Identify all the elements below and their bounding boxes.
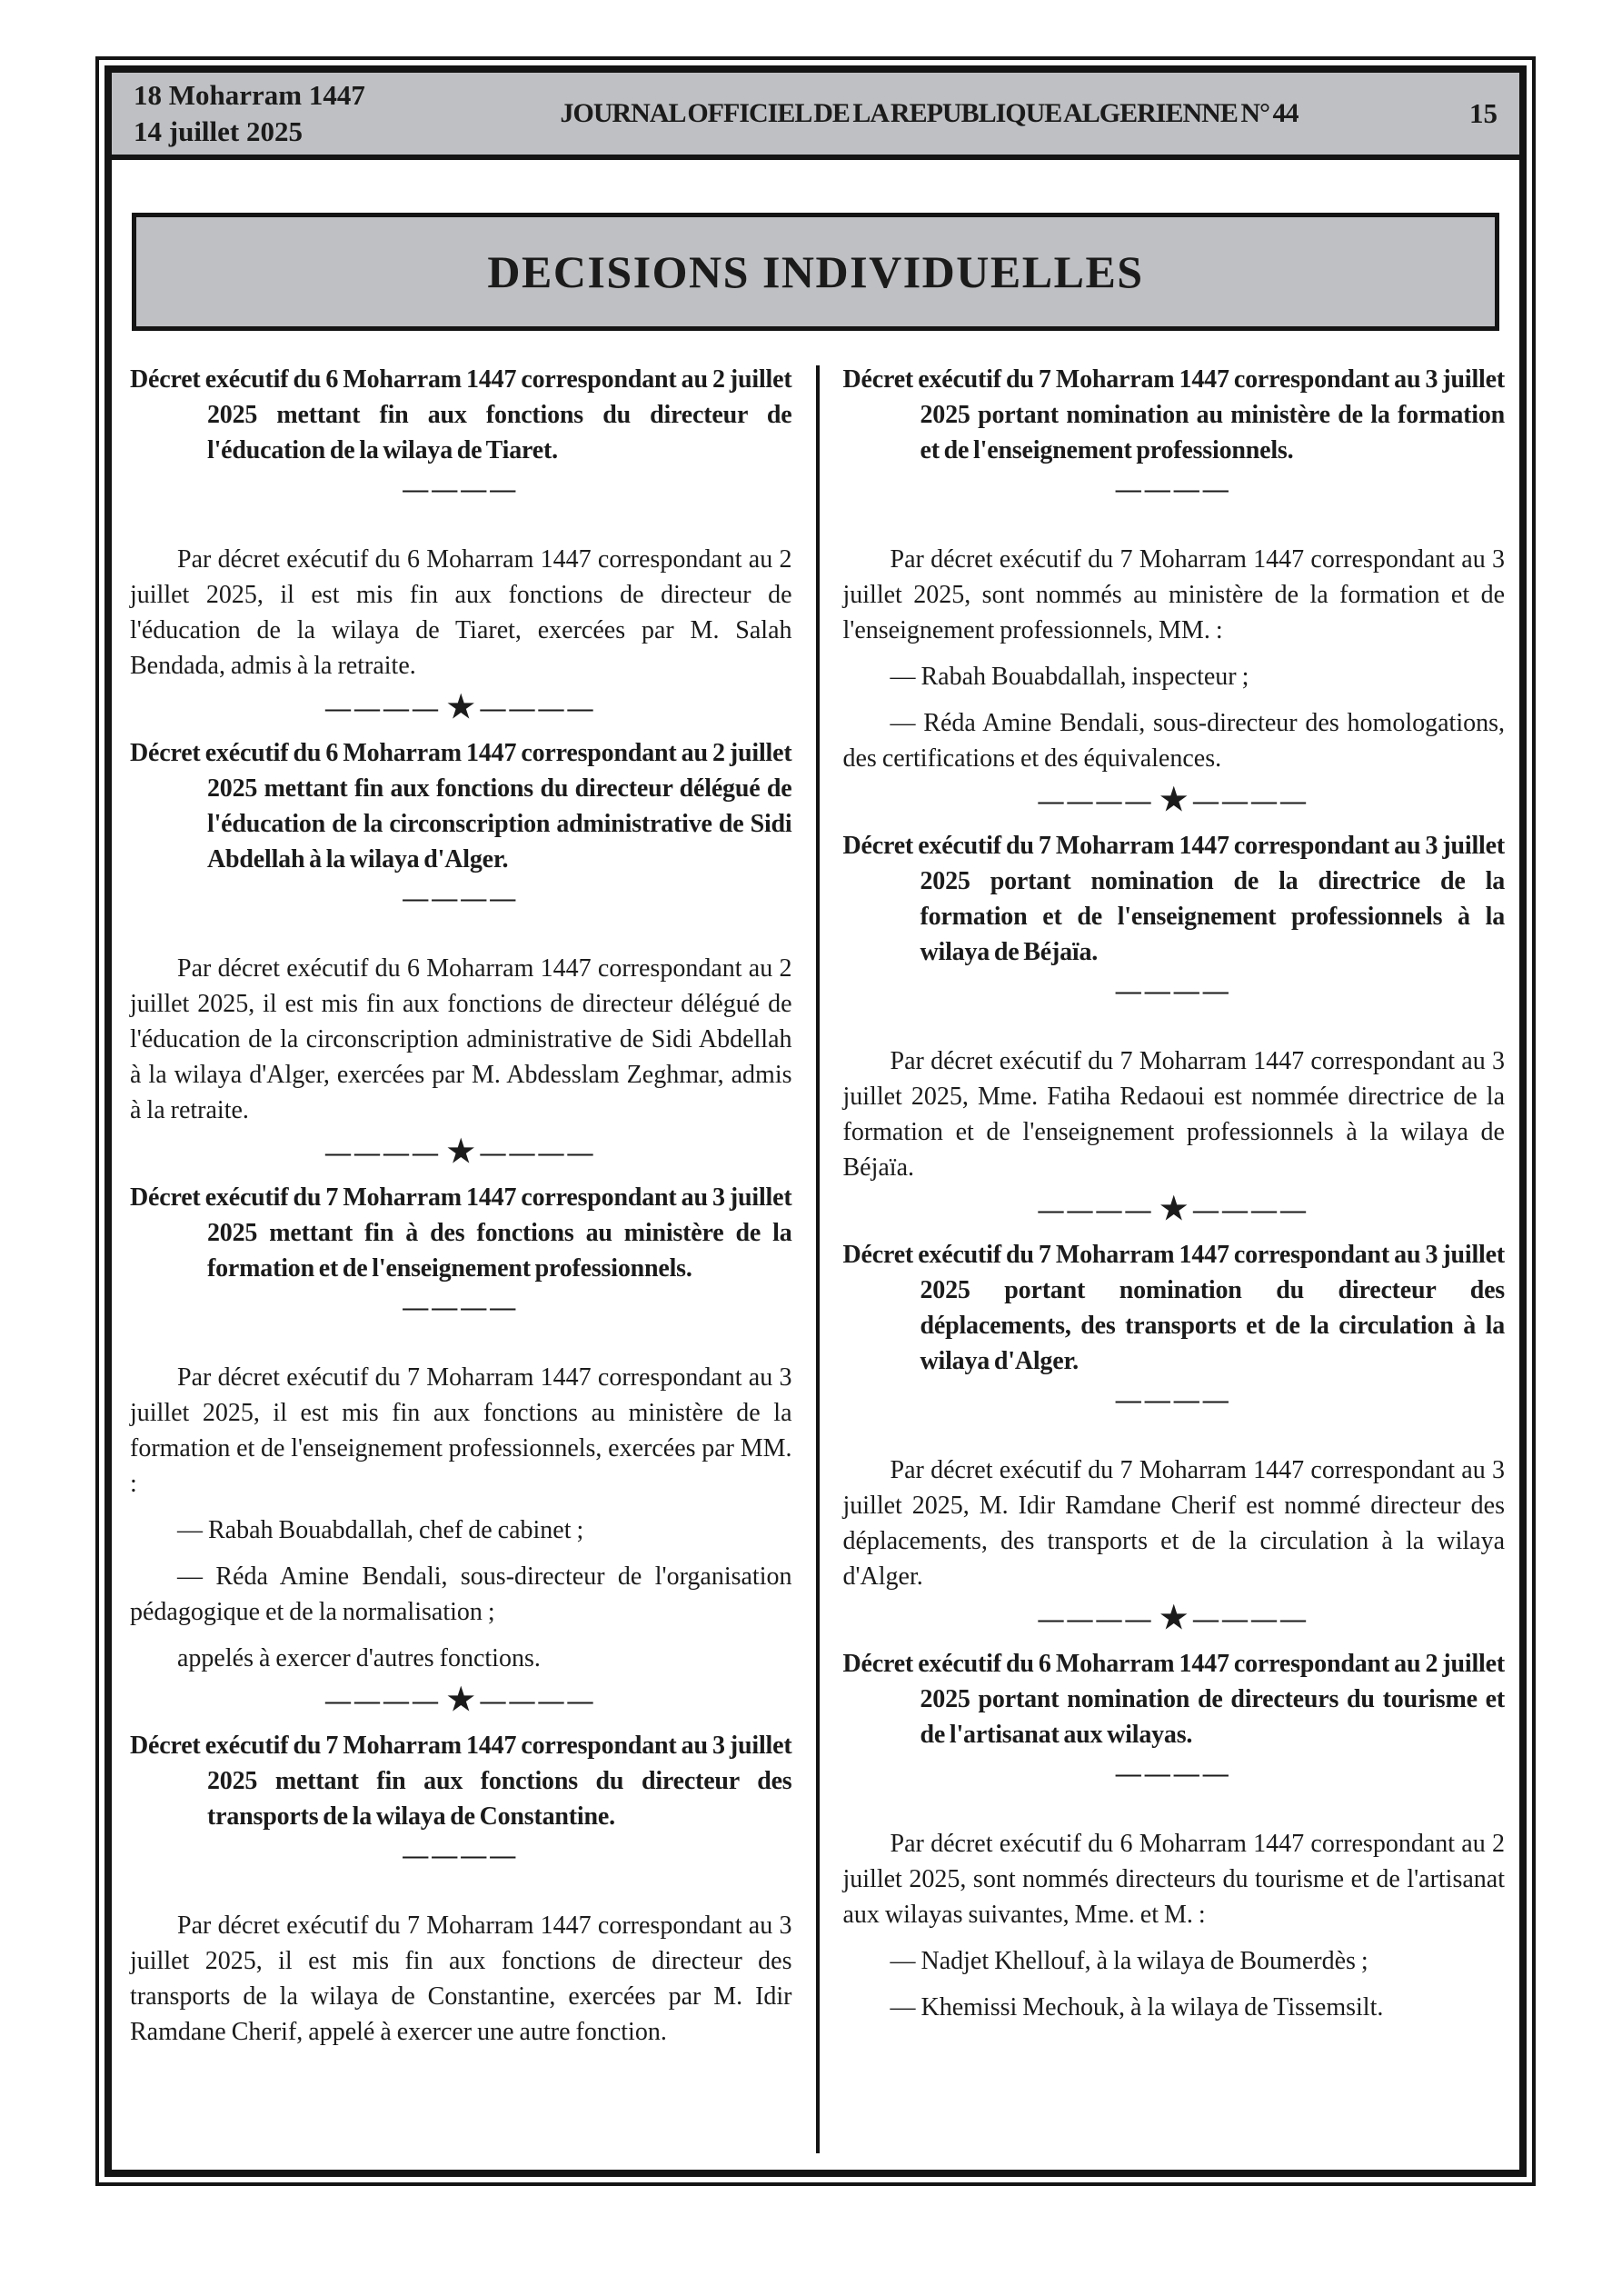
- decree-paragraph: Par décret exécutif du 6 Moharram 1447 correspondant au 2 juillet 2025, sont nommés directeurs du tourisme et de l'artisanat aux wilayas suivantes, Mme. et M. :: [842, 1830, 1505, 1929]
- left-column: [130, 362, 792, 2153]
- dash-left: ————: [1038, 1196, 1155, 1224]
- dash-left: ————: [1038, 787, 1155, 815]
- decree-paragraph: — Réda Amine Bendali, sous-directeur des homologations, des certifications et des équivalences.: [842, 709, 1505, 773]
- decree-paragraph: Par décret exécutif du 7 Moharram 1447 correspondant au 3 juillet 2025, sont nommés au ministère de la formation et de l'enseignement professionnels, MM. :: [842, 545, 1505, 644]
- section-banner: [132, 213, 1499, 331]
- decree-paragraph: Par décret exécutif du 7 Moharram 1447 correspondant au 3 juillet 2025, il est mis fin aux fonctions de directeur des transports de la wilaya de Constantine, exercées par M. Idir Ramdane Cherif, appelé à exercer une autre fonction.: [130, 1912, 792, 2046]
- dash-separator: ————: [403, 1293, 520, 1322]
- decree-paragraph: — Rabah Bouabdallah, chef de cabinet ;: [177, 1516, 584, 1544]
- star-separator: [843, 1602, 1506, 1637]
- dash-left: ————: [325, 694, 442, 723]
- journal-header: [112, 73, 1519, 160]
- dash-separator: ————: [403, 1842, 520, 1870]
- star-separator: [130, 1683, 792, 1719]
- decree-paragraph: appelés à exercer d'autres fonctions.: [177, 1644, 541, 1672]
- star-icon: ★: [1159, 1602, 1188, 1635]
- dash-right: ————: [480, 1687, 597, 1715]
- star-icon: ★: [1159, 784, 1188, 817]
- decree-paragraph: — Nadjet Khellouf, à la wilaya de Boumerdès ;: [890, 1947, 1368, 1975]
- star-icon: ★: [447, 1135, 475, 1169]
- decree-title: Décret exécutif du 7 Moharram 1447 correspondant au 3 juillet 2025 mettant fin à des fonctions au ministère de la formation et de l'enseignement professionnels.: [130, 1183, 792, 1283]
- dash-separator: ————: [1115, 475, 1232, 504]
- star-icon: ★: [447, 1683, 475, 1717]
- dash-right: ————: [480, 694, 597, 723]
- decree-title: Décret exécutif du 7 Moharram 1447 correspondant au 3 juillet 2025 mettant fin aux fonctions du directeur des transports de la wilaya de Constantine.: [130, 1732, 792, 1831]
- decree-paragraph: Par décret exécutif du 7 Moharram 1447 correspondant au 3 juillet 2025, M. Idir Ramdane Cherif est nommé directeur des déplacements, des transports et de la circulation à la wilaya d'Alger.: [842, 1456, 1505, 1591]
- dash-separator: ————: [403, 884, 520, 913]
- dash-right: ————: [1192, 1196, 1309, 1224]
- dash-separator: ————: [403, 475, 520, 504]
- right-column: [843, 362, 1506, 2153]
- gregorian-date: 14 juillet 2025: [134, 115, 303, 147]
- decree-title: Décret exécutif du 6 Moharram 1447 correspondant au 2 juillet 2025 portant nomination de directeurs du tourisme et de l'artisanat aux wilayas.: [842, 1650, 1505, 1749]
- dash-right: ————: [1192, 787, 1309, 815]
- decree-paragraph: Par décret exécutif du 7 Moharram 1447 correspondant au 3 juillet 2025, il est mis fin aux fonctions au ministère de la formation et de l'enseignement professionnels, exercées par MM. :: [130, 1363, 792, 1498]
- decree-paragraph: Par décret exécutif du 6 Moharram 1447 correspondant au 2 juillet 2025, il est mis fin aux fonctions de directeur délégué de l'éducation de la circonscription administrative de Sidi Abdellah à la wilaya d'Alger, exercées par M. Abdesslam Zeghmar, admis à la retraite.: [130, 954, 792, 1124]
- dash-right: ————: [480, 1139, 597, 1167]
- decree-title: Décret exécutif du 7 Moharram 1447 correspondant au 3 juillet 2025 portant nomination au ministère de la formation et de l'enseignement professionnels.: [842, 365, 1505, 464]
- dash-left: ————: [325, 1139, 442, 1167]
- page-frame-inner: [104, 65, 1527, 2177]
- content-columns: [130, 362, 1505, 2170]
- star-separator: [130, 1135, 792, 1171]
- star-separator: [130, 691, 792, 726]
- decree-title: Décret exécutif du 6 Moharram 1447 correspondant au 2 juillet 2025 mettant fin aux fonctions du directeur de l'éducation de la wilaya de Tiaret.: [130, 365, 792, 464]
- dash-right: ————: [1192, 1605, 1309, 1633]
- dash-left: ————: [325, 1687, 442, 1715]
- column-divider: [816, 365, 820, 2153]
- dash-separator: ————: [1115, 977, 1232, 1005]
- hijri-date: 18 Moharram 1447: [134, 79, 365, 111]
- dash-separator: ————: [1115, 1760, 1232, 1788]
- decree-title: Décret exécutif du 7 Moharram 1447 correspondant au 3 juillet 2025 portant nomination de la directrice de la formation et de l'enseignement professionnels à la wilaya de Béjaïa.: [842, 832, 1505, 966]
- decree-paragraph: Par décret exécutif du 7 Moharram 1447 correspondant au 3 juillet 2025, Mme. Fatiha Redaoui est nommée directrice de la formation et de l'enseignement professionnels à la wilaya de Béjaïa.: [842, 1047, 1505, 1182]
- dash-separator: ————: [1115, 1386, 1232, 1414]
- decree-title: Décret exécutif du 7 Moharram 1447 correspondant au 3 juillet 2025 portant nomination du directeur des déplacements, des transports et de la circulation à la wilaya d'Alger.: [842, 1241, 1505, 1375]
- decree-paragraph: — Rabah Bouabdallah, inspecteur ;: [890, 663, 1249, 691]
- section-title: DECISIONS INDIVIDUELLES: [487, 246, 1144, 297]
- page-frame-outer: [95, 56, 1536, 2186]
- decree-title: Décret exécutif du 6 Moharram 1447 correspondant au 2 juillet 2025 mettant fin aux fonctions du directeur délégué de l'éducation de la circonscription administrative de Sidi Abdellah à la wilaya d'Alger.: [130, 739, 792, 873]
- decree-paragraph: — Khemissi Mechouk, à la wilaya de Tissemsilt.: [890, 1993, 1384, 2021]
- journal-title: JOURNAL OFFICIEL DE LA REPUBLIQUE ALGERIENNE N° 44: [560, 98, 1299, 128]
- decree-paragraph: Par décret exécutif du 6 Moharram 1447 correspondant au 2 juillet 2025, il est mis fin aux fonctions de directeur de l'éducation de la wilaya de Tiaret, exercées par M. Salah Bendada, admis à la retraite.: [130, 545, 792, 680]
- star-icon: ★: [447, 691, 475, 724]
- star-separator: [843, 784, 1506, 819]
- star-icon: ★: [1159, 1193, 1188, 1226]
- page-number: 15: [1469, 97, 1498, 129]
- dash-left: ————: [1038, 1605, 1155, 1633]
- star-separator: [843, 1193, 1506, 1228]
- decree-paragraph: — Réda Amine Bendali, sous-directeur de l'organisation pédagogique et de la normalisation ;: [130, 1562, 792, 1626]
- issue-dates: [134, 77, 433, 150]
